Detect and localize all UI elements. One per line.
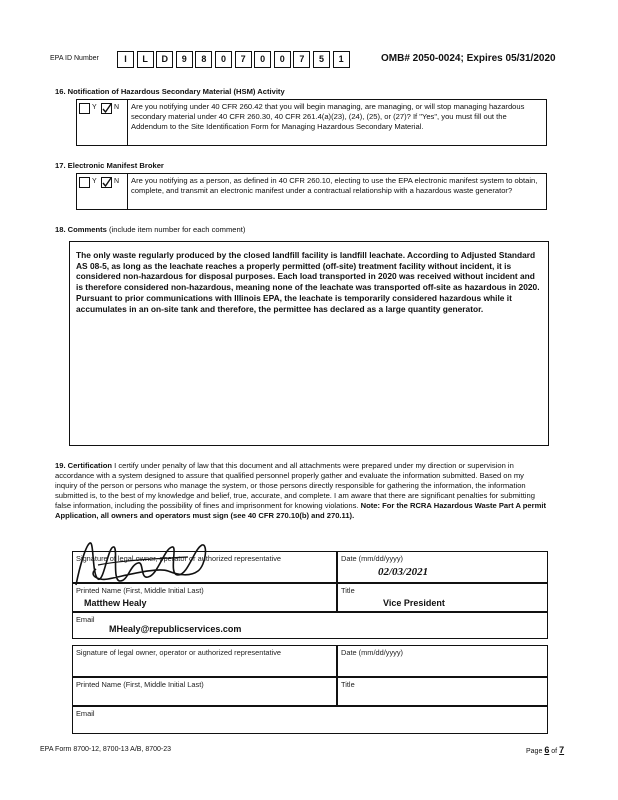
- epa-id-digit: 8: [195, 51, 212, 68]
- epa-id-digit: 0: [215, 51, 232, 68]
- comment-text: The only waste regularly produced by the closed landfill facility is landfill leachate. According to Adjusted Standard AS 08-5, as long as the leachate reaches a properly permitted (off-site) treatment facility without incident, it is considered non-hazardous for disposal purposes. Each load transported in 2020 was received without incident and is therefore considered non-hazardous, meaning none of the leachate was transported off-site as hazardous in 2020. Pursuant to prior communications with Illinois EPA, the leachate is temporarily considered hazardous while it accumulates in an on-site tank and therefore, the permittee has declared as a large quantity generator.: [76, 250, 540, 314]
- section17-no-checkbox[interactable]: [101, 177, 112, 188]
- section18-title: 18. Comments: [55, 225, 107, 234]
- signer2-email-cell[interactable]: [72, 706, 548, 734]
- omb-number: OMB# 2050-0024; Expires 05/31/2020: [381, 53, 556, 64]
- epa-id-digit: 0: [254, 51, 271, 68]
- signer1-email-label: Email: [76, 615, 95, 624]
- check-mark-icon: [101, 103, 112, 114]
- signer1-title-value: Vice President: [383, 598, 445, 608]
- epa-id-digit: 9: [176, 51, 193, 68]
- section16-question: Are you notifying under 40 CFR 260.42 that you will begin managing, are managing, or will stop managing hazardous secondary material under 40 CFR 260.30, 40 CFR 261.4(a)(23), (24), (25), or (27)? If "Yes", you must fill out the Addendum to the Site Identification Form for Managing Hazardous Secondary Material.: [131, 102, 525, 131]
- signer1-title-label: Title: [341, 586, 355, 595]
- page-indicator: [526, 745, 564, 755]
- section17-title: 17. Electronic Manifest Broker: [55, 161, 164, 170]
- section16-yes-label: Y: [92, 104, 97, 111]
- epa-id-digit: 1: [333, 51, 350, 68]
- epa-id-digit: 0: [274, 51, 291, 68]
- section17-no-label: N: [114, 178, 120, 185]
- certification-note: Note: For the RCRA Hazardous Waste Part A permit Application, all owners and operators must sign (see 40 CFR 270.10(b) and 270.11).: [55, 501, 546, 520]
- signer2-title-label: Title: [341, 680, 355, 689]
- signer1-date-value: 02/03/2021: [378, 566, 429, 578]
- page-word: Page: [526, 748, 543, 755]
- signer1-signature-label: Signature of legal owner, operator or authorized representative: [76, 554, 282, 563]
- epa-id-digit: I: [117, 51, 134, 68]
- check-mark-icon: [101, 177, 112, 188]
- section16-no-label: N: [114, 104, 120, 111]
- signer1-name-value: Matthew Healy: [84, 598, 147, 608]
- signer2-date-label: Date (mm/dd/yyyy): [341, 648, 404, 657]
- form-number: EPA Form 8700-12, 8700-13 A/B, 8700-23: [40, 746, 172, 753]
- epa-id-digit: 5: [313, 51, 330, 68]
- epa-id-label: EPA ID Number: [50, 55, 99, 62]
- section16-yes-checkbox[interactable]: [79, 103, 90, 114]
- signer2-signature-label: Signature of legal owner, operator or authorized representative: [76, 648, 282, 657]
- page-number: 6: [544, 745, 550, 755]
- section17-question: Are you notifying as a person, as defined in 40 CFR 260.10, electing to use the EPA electronic manifest system to obtain, complete, and transmit an electronic manifest under a contractual relationship with a hazardous waste generator?: [131, 176, 538, 195]
- signer1-date-label: Date (mm/dd/yyyy): [341, 554, 404, 563]
- signer1-name-label: Printed Name (First, Middle Initial Last): [76, 586, 204, 595]
- signer2-title-cell[interactable]: [337, 677, 548, 706]
- epa-id-digit: D: [156, 51, 173, 68]
- section17-yes-checkbox[interactable]: [79, 177, 90, 188]
- section19-title: 19. Certification: [55, 461, 112, 470]
- epa-id-digit: L: [137, 51, 154, 68]
- signer2-name-label: Printed Name (First, Middle Initial Last): [76, 680, 204, 689]
- section16-no-checkbox[interactable]: [101, 103, 112, 114]
- section18-subtitle: (include item number for each comment): [109, 225, 246, 234]
- epa-id-digit: 7: [293, 51, 310, 68]
- section17-yes-label: Y: [92, 178, 97, 185]
- of-word: of: [551, 748, 558, 755]
- section18-header: [55, 225, 245, 234]
- section16-title: 16. Notification of Hazardous Secondary Material (HSM) Activity: [55, 87, 285, 96]
- certification-block: [55, 461, 547, 521]
- signer2-email-label: Email: [76, 709, 95, 718]
- page-total: 7: [559, 745, 565, 755]
- certification-text: I certify under penalty of law that this document and all attachments were prepared under my direction or supervision in accordance with a system designed to assure that qualified personnel properly gather and evaluate the information submitted. Based on my inquiry of the person or persons who manage the system, or those persons directly responsible for gathering the information, the information submitted is, to the best of my knowledge and belief, true, accurate, and complete. I am aware that there are significant penalties for submitting false information, including the possibility of fines and imprisonment for knowing violations.: [55, 461, 535, 510]
- epa-id-digit: 7: [235, 51, 252, 68]
- signer1-email-value: MHealy@republicservices.com: [109, 624, 242, 634]
- handwritten-signature-icon: [68, 535, 218, 595]
